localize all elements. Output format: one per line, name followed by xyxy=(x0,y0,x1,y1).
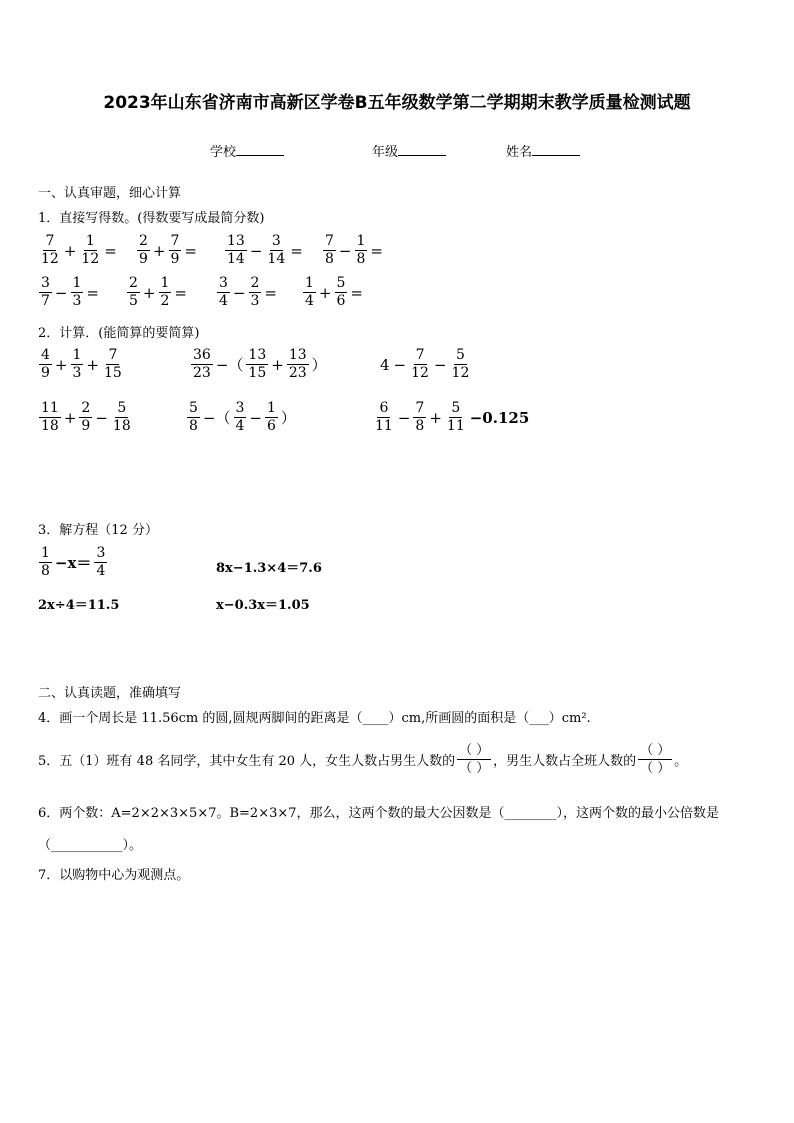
q3-eq3: 2x÷4＝11.5 xyxy=(38,598,120,613)
denominator: 18 xyxy=(41,418,59,434)
numerator: 7 xyxy=(45,233,55,249)
fraction xyxy=(94,546,107,579)
operator: = xyxy=(264,283,277,302)
denominator: 3 xyxy=(72,365,82,381)
numerator: 5 xyxy=(451,400,461,416)
denominator: 12 xyxy=(411,365,429,381)
operator: + xyxy=(152,241,166,260)
school-field[interactable] xyxy=(210,141,284,160)
q1-r2-e3 xyxy=(216,276,279,309)
operator: − xyxy=(232,283,246,302)
denominator: 4 xyxy=(235,418,245,434)
fraction xyxy=(71,276,84,309)
numerator: 5 xyxy=(117,400,127,416)
operator: −（ xyxy=(202,409,231,427)
operator: + xyxy=(318,283,332,302)
fraction xyxy=(265,234,287,267)
fraction xyxy=(111,401,133,434)
numerator: 7 xyxy=(415,400,425,416)
operator: ） xyxy=(311,356,327,374)
fraction xyxy=(217,276,230,309)
section2-heading: 二、认真读题，准确填写 xyxy=(38,686,182,701)
denominator: 8 xyxy=(415,418,425,434)
grade-field[interactable] xyxy=(372,141,446,160)
section1-heading: 一、认真审题，细心计算 xyxy=(38,186,182,201)
numerator: 5 xyxy=(189,400,198,416)
q5-part2: ，男生人数占全班人数的 xyxy=(493,754,637,769)
q6-line2: （___________）。 xyxy=(38,838,143,853)
q7-text: 7．以购物中心为观测点。 xyxy=(38,868,190,883)
numerator: 5 xyxy=(336,275,346,291)
answer-fraction-blank[interactable]: （ ） （ ） xyxy=(459,743,490,776)
numerator: 2 xyxy=(250,275,260,291)
q2-e1 xyxy=(38,348,125,381)
fraction xyxy=(39,401,61,434)
denominator: 4 xyxy=(219,293,228,309)
operator: ） xyxy=(280,409,296,427)
denominator: 9 xyxy=(170,251,180,267)
q2-e5 xyxy=(186,401,298,434)
fraction xyxy=(265,401,278,434)
fraction xyxy=(39,234,61,267)
operator: + xyxy=(63,241,77,260)
grade-blank[interactable] xyxy=(398,143,446,156)
q2-e4 xyxy=(38,401,134,434)
operator: + xyxy=(86,355,99,374)
operator: = xyxy=(290,241,303,260)
denominator: 11 xyxy=(375,418,393,434)
denominator: 12 xyxy=(81,251,100,267)
fraction xyxy=(191,348,213,381)
fraction xyxy=(169,234,182,267)
q2-e2 xyxy=(190,348,329,381)
denominator: 3 xyxy=(250,293,260,309)
denominator: 2 xyxy=(160,293,170,309)
denominator: 9 xyxy=(139,251,148,267)
numerator: 13 xyxy=(288,347,307,363)
fraction xyxy=(335,276,348,309)
operator: −（ xyxy=(215,356,244,374)
operator: − xyxy=(95,408,108,427)
fraction xyxy=(323,234,336,267)
numerator: 1 xyxy=(305,275,314,291)
fraction xyxy=(39,276,52,309)
fraction xyxy=(39,348,52,381)
operator: 4 xyxy=(380,355,390,374)
name-blank[interactable] xyxy=(532,143,580,156)
operator: −0.125 xyxy=(469,408,530,427)
numerator: 7 xyxy=(108,347,118,363)
operator: − xyxy=(54,283,68,302)
denominator: 3 xyxy=(72,293,82,309)
numerator: 1 xyxy=(267,400,276,416)
denominator: 8 xyxy=(325,251,334,267)
fraction xyxy=(450,348,472,381)
q3-eq2: 8x−1.3×4＝7.6 xyxy=(216,561,322,576)
numerator: 36 xyxy=(193,347,211,363)
numerator: 5 xyxy=(455,347,465,363)
q1-r1-e2 xyxy=(136,234,199,267)
denominator: 11 xyxy=(446,418,465,434)
denominator: 8 xyxy=(41,563,50,579)
numerator: 2 xyxy=(81,400,91,416)
q1-label: 1．直接写得数。(得数要写成最简分数) xyxy=(38,211,265,226)
fraction xyxy=(159,276,172,309)
numerator: 3 xyxy=(41,275,50,291)
denominator: 4 xyxy=(305,293,314,309)
fraction xyxy=(187,401,200,434)
denominator: 6 xyxy=(336,293,346,309)
operator: + xyxy=(429,408,442,427)
numerator: 1 xyxy=(72,275,82,291)
numerator: 4 xyxy=(41,347,50,363)
fraction xyxy=(287,348,309,381)
numerator: 2 xyxy=(129,275,138,291)
numerator: 3 xyxy=(219,275,228,291)
operator: + xyxy=(63,408,77,427)
denominator: 15 xyxy=(248,365,267,381)
numerator: 3 xyxy=(96,545,106,561)
denominator: 12 xyxy=(451,365,470,381)
fraction xyxy=(355,234,368,267)
q3-label: 3．解方程（12 分） xyxy=(38,523,158,538)
denominator: 9 xyxy=(41,365,50,381)
fraction xyxy=(137,234,150,267)
q2-e3 xyxy=(378,348,472,381)
operator: −x＝ xyxy=(54,554,92,572)
denominator: 23 xyxy=(193,365,211,381)
operator: − xyxy=(397,408,411,427)
operator: = xyxy=(174,283,187,302)
fraction xyxy=(246,348,268,381)
operator: = xyxy=(184,241,197,260)
numerator: 7 xyxy=(170,233,180,249)
numerator: 1 xyxy=(85,233,95,249)
numerator: 2 xyxy=(139,233,148,249)
numerator: 11 xyxy=(41,400,59,416)
answer-fraction-blank[interactable]: （ ） （ ） xyxy=(640,743,671,776)
numerator: 13 xyxy=(248,347,267,363)
numerator: 7 xyxy=(415,347,425,363)
operator: = xyxy=(104,241,117,260)
denominator: 9 xyxy=(81,418,91,434)
q2-label: 2．计算．(能简算的要简算) xyxy=(38,326,200,341)
denominator: 6 xyxy=(267,418,276,434)
q3-eq1 xyxy=(38,546,108,579)
denominator: 18 xyxy=(112,418,131,434)
fraction xyxy=(249,276,262,309)
denominator: 5 xyxy=(129,293,138,309)
denominator: 14 xyxy=(227,251,245,267)
q6-line1: 6．两个数：A=2×2×3×5×7。B=2×3×7，那么，这两个数的最大公因数是（________），这两个数的最小公倍数是 xyxy=(38,806,720,821)
denominator: 7 xyxy=(41,293,50,309)
school-label: 学校 xyxy=(210,145,237,160)
q2-e6 xyxy=(372,401,531,434)
fraction xyxy=(234,401,247,434)
denominator: 12 xyxy=(41,251,59,267)
operator: − xyxy=(249,241,263,260)
operator: = xyxy=(86,283,99,302)
q1-r1-e3 xyxy=(224,234,305,267)
q5 xyxy=(38,742,687,777)
denominator: 4 xyxy=(96,563,106,579)
school-blank[interactable] xyxy=(236,143,284,156)
numerator: 7 xyxy=(325,233,334,249)
grade-label: 年级 xyxy=(372,145,399,160)
operator: + xyxy=(142,283,156,302)
fraction xyxy=(127,276,140,309)
fraction xyxy=(225,234,247,267)
q3-eq4: x−0.3x＝1.05 xyxy=(216,598,310,613)
fraction xyxy=(71,348,84,381)
denominator: 23 xyxy=(288,365,307,381)
q1-r1-e4 xyxy=(322,234,385,267)
numerator: 13 xyxy=(227,233,245,249)
fraction xyxy=(373,401,395,434)
fraction xyxy=(445,401,467,434)
q5-part1: 5．五（1）班有 48 名同学，其中女生有 20 人，女生人数占男生人数的 xyxy=(38,754,456,769)
name-label: 姓名 xyxy=(506,145,533,160)
numerator: 6 xyxy=(379,400,389,416)
fraction xyxy=(303,276,316,309)
denominator: 15 xyxy=(104,365,122,381)
operator: − xyxy=(393,355,407,374)
numerator: 1 xyxy=(160,275,170,291)
fraction xyxy=(409,348,431,381)
operator: = xyxy=(350,283,363,302)
operator: + xyxy=(54,355,68,374)
operator: − xyxy=(249,408,262,427)
fraction xyxy=(102,348,124,381)
q4-text: 4．画一个周长是 11.56cm 的圆,圆规两脚间的距离是（____）cm,所画圆的面积是（___）cm². xyxy=(38,711,591,726)
page-title: 2023年山东省济南市高新区学卷B五年级数学第二学期期末教学质量检测试题 xyxy=(103,93,691,113)
fraction xyxy=(79,401,92,434)
denominator: 14 xyxy=(267,251,286,267)
denominator: 8 xyxy=(189,418,198,434)
numerator: 1 xyxy=(72,347,82,363)
q1-r1-e1 xyxy=(38,234,119,267)
numerator: 1 xyxy=(356,233,366,249)
numerator: 3 xyxy=(235,400,245,416)
numerator: 3 xyxy=(271,233,281,249)
fraction xyxy=(39,546,52,579)
numerator: 1 xyxy=(41,545,50,561)
fraction xyxy=(79,234,101,267)
q1-r2-e2 xyxy=(126,276,189,309)
operator: − xyxy=(433,355,447,374)
operator: = xyxy=(370,241,383,260)
q1-r2-e4 xyxy=(302,276,365,309)
q5-part3: 。 xyxy=(674,754,688,769)
name-field[interactable] xyxy=(506,141,580,160)
operator: + xyxy=(271,355,284,374)
denominator: 8 xyxy=(356,251,366,267)
operator: − xyxy=(338,241,352,260)
fraction xyxy=(413,401,426,434)
q1-r2-e1 xyxy=(38,276,101,309)
